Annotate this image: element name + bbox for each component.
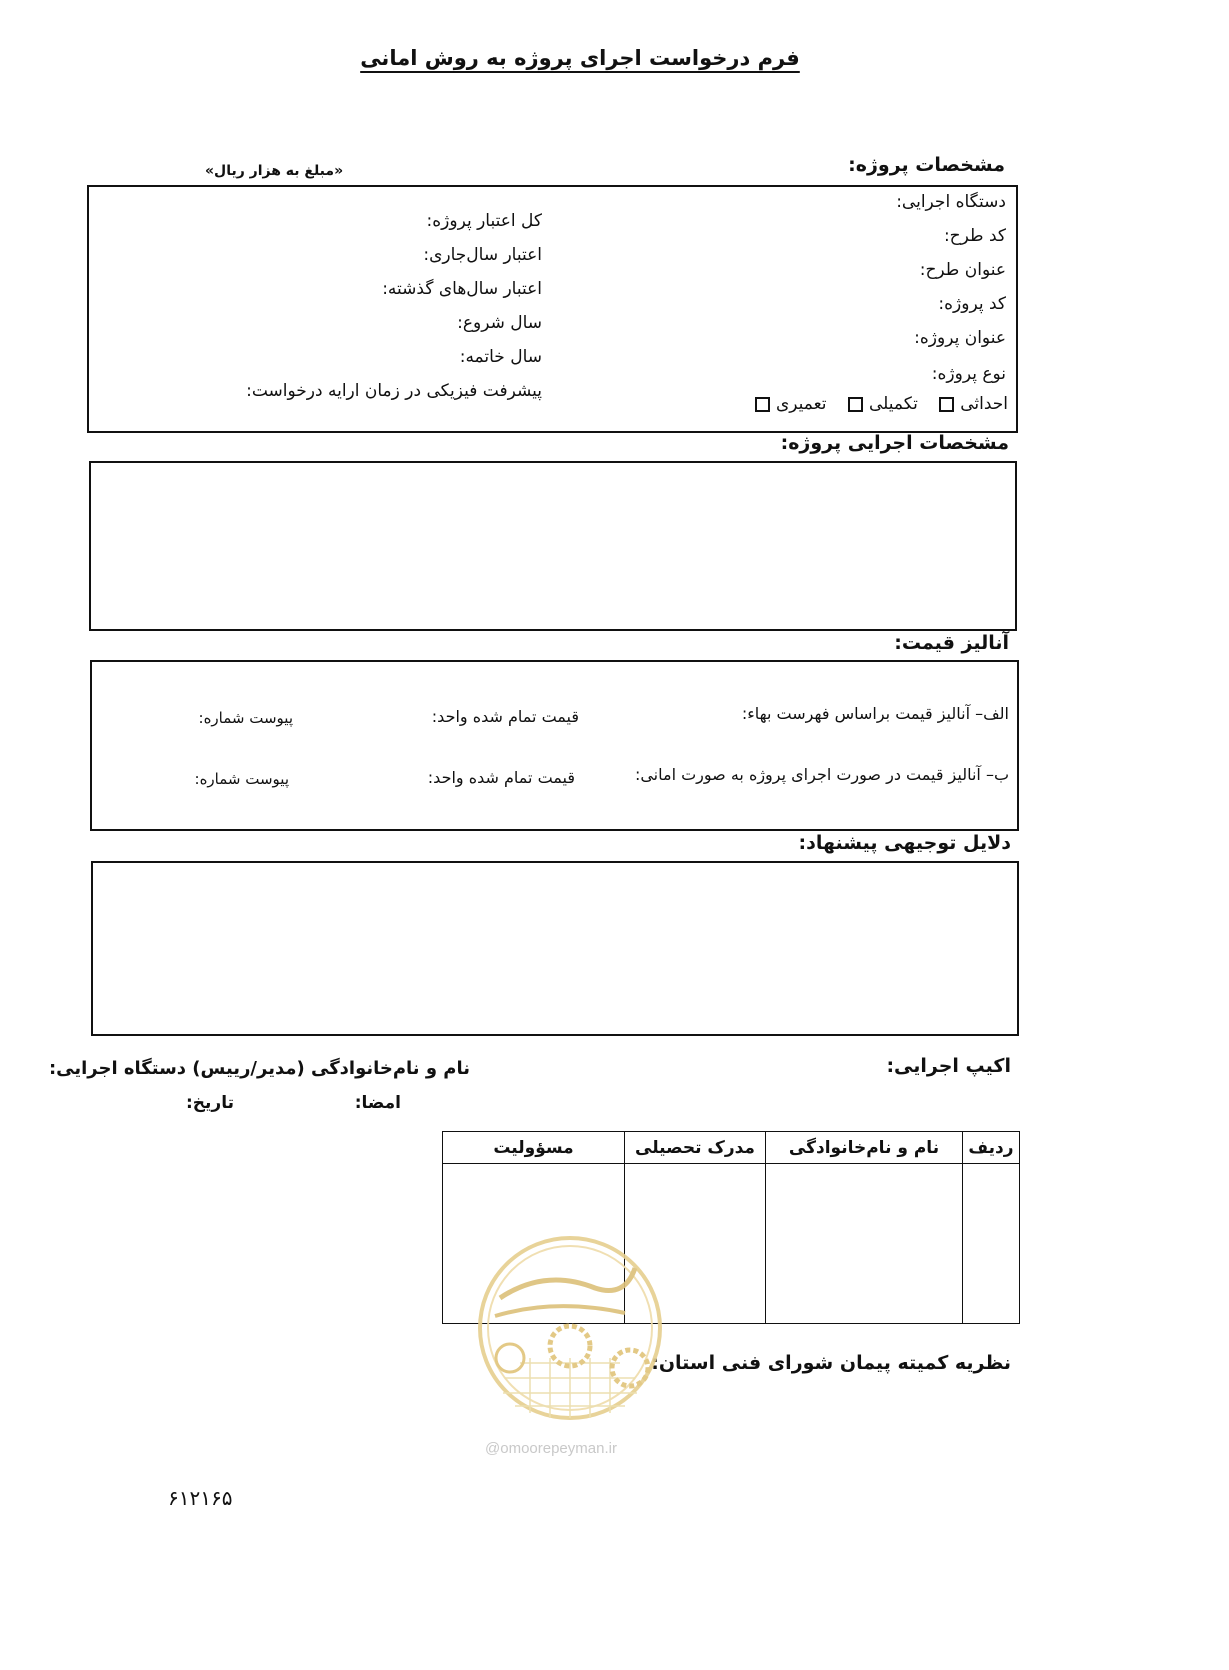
team-heading: اکیپ اجرایی: <box>886 1055 1011 1077</box>
price-analysis-row-b: ب– آنالیز قیمت در صورت اجرای پروژه به صورت امانی: <box>634 765 1009 784</box>
cell-row[interactable] <box>963 1164 1020 1324</box>
watermark-seal <box>475 1228 665 1428</box>
project-code-label: کد پروژه: <box>938 294 1006 314</box>
attachment-label-b: پیوست شماره: <box>194 770 289 788</box>
form-title: فرم درخواست اجرای پروژه به روش امانی <box>360 46 800 70</box>
team-table-header <box>443 1132 1020 1164</box>
unit-price-label-b: قیمت تمام شده واحد: <box>427 768 575 787</box>
plan-title-label: عنوان طرح: <box>919 260 1006 280</box>
execution-specs-heading: مشخصات اجرایی پروژه: <box>780 432 1009 454</box>
date-label: تاریخ: <box>186 1093 234 1113</box>
seal-calligraphy-2 <box>495 1306 625 1316</box>
end-year-label: سال خاتمه: <box>459 347 542 367</box>
unit-price-label-a: قیمت تمام شده واحد: <box>431 707 579 726</box>
current-year-credit-label: اعتبار سال‌جاری: <box>423 245 542 265</box>
project-title-label: عنوان پروژه: <box>914 328 1006 348</box>
col-name: نام و نام‌خانوادگی <box>766 1132 963 1164</box>
past-years-credit-label: اعتبار سال‌های گذشته: <box>382 279 542 299</box>
amount-note: «مبلغ به هزار ریال» <box>205 163 344 179</box>
col-row: ردیف <box>963 1132 1020 1164</box>
option-completion: تکمیلی <box>842 394 918 414</box>
start-year-label: سال شروع: <box>457 313 542 333</box>
col-degree: مدرک تحصیلی <box>625 1132 766 1164</box>
seal-grid <box>503 1358 637 1418</box>
physical-progress-label: پیشرفت فیزیکی در زمان ارایه درخواست: <box>246 381 542 401</box>
execution-specs-box[interactable] <box>89 461 1017 631</box>
watermark-url: @omoorepeyman.ir <box>485 1440 617 1457</box>
signature-label: امضا: <box>354 1093 401 1113</box>
attachment-label-a: پیوست شماره: <box>198 709 293 727</box>
price-analysis-heading: آنالیز قیمت: <box>894 632 1009 654</box>
justification-heading: دلایل توجیهی پیشنهاد: <box>798 832 1011 854</box>
project-specs-box <box>87 185 1018 433</box>
justification-box[interactable] <box>91 861 1019 1036</box>
repair-checkbox[interactable] <box>755 397 770 412</box>
seal-graphic <box>475 1228 665 1428</box>
project-specs-heading: مشخصات پروژه: <box>848 154 1005 176</box>
manager-name-label: نام و نام‌خانوادگی (مدیر/رییس) دستگاه اجرایی: <box>48 1058 470 1079</box>
committee-heading: نظریه کمیته پیمان شورای فنی استان: <box>651 1352 1011 1374</box>
total-credit-label: کل اعتبار پروژه: <box>426 211 542 231</box>
form-number: ۶۱۲۱۶۵ <box>168 1486 233 1510</box>
seal-scale-emblem <box>496 1344 524 1372</box>
project-type-label: نوع پروژه: <box>931 364 1006 384</box>
col-responsibility: مسؤولیت <box>443 1132 625 1164</box>
plan-code-label: کد طرح: <box>943 226 1006 246</box>
completion-checkbox[interactable] <box>848 397 863 412</box>
seal-calligraphy <box>500 1268 635 1298</box>
price-analysis-row-a: الف– آنالیز قیمت براساس فهرست بهاء: <box>741 704 1009 723</box>
price-analysis-box <box>90 660 1019 831</box>
executive-agency-label: دستگاه اجرایی: <box>896 192 1006 212</box>
option-construction: احداثی <box>933 394 1008 414</box>
project-type-options <box>749 394 1008 414</box>
option-repair: تعمیری <box>749 394 827 414</box>
construction-checkbox[interactable] <box>939 397 954 412</box>
cell-name[interactable] <box>766 1164 963 1324</box>
